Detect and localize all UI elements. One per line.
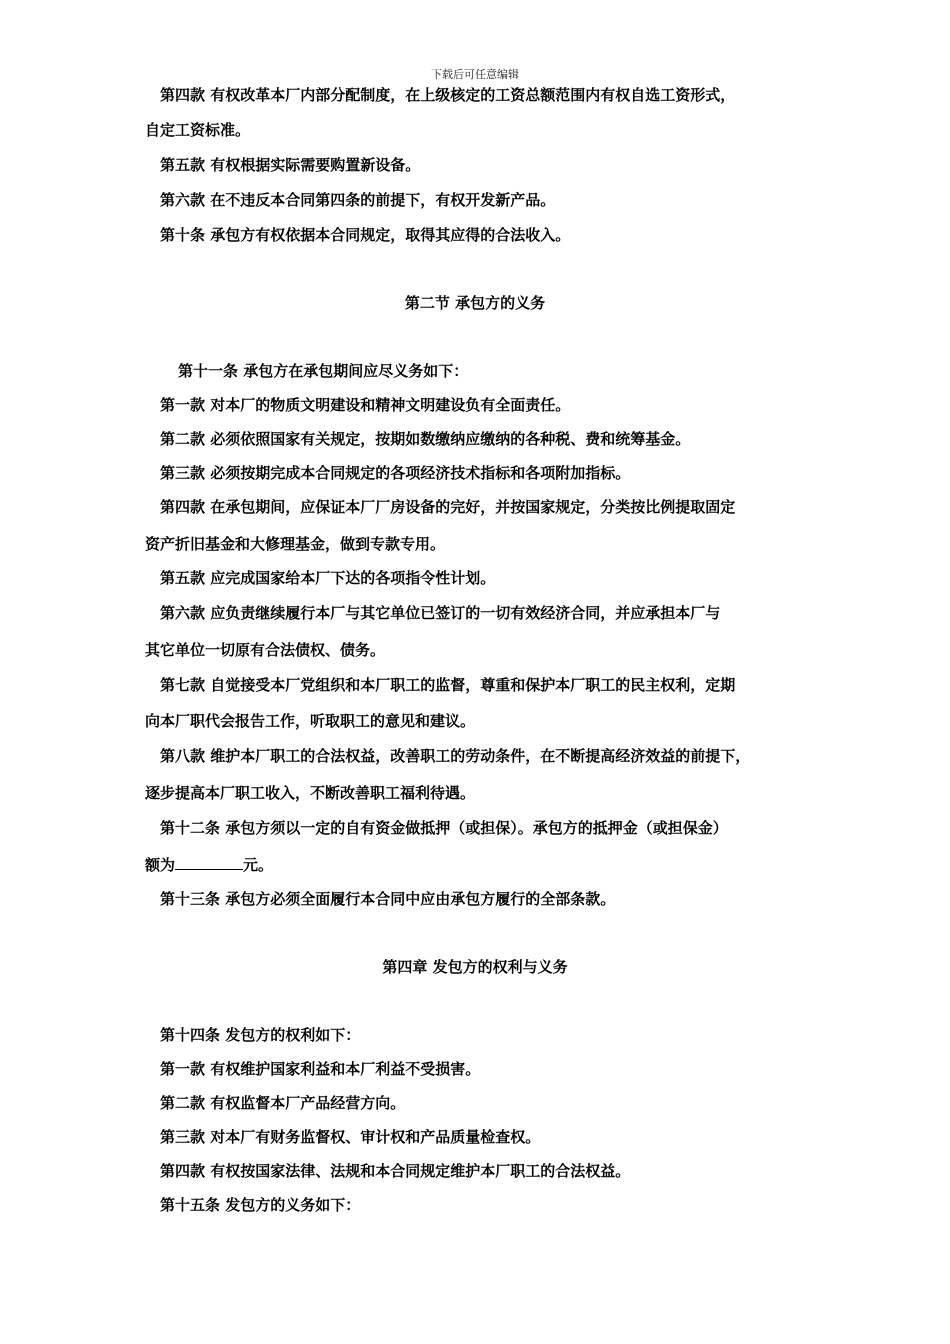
clause-text: 第七款 自觉接受本厂党组织和本厂职工的监督，尊重和保护本厂职工的民主权利，定期 (160, 676, 736, 694)
clause-text: 第四款 有权按国家法律、法规和本合同规定维护本厂职工的合法权益。 (160, 1162, 631, 1180)
clause-text: 第六款 应负责继续履行本厂与其它单位已签订的一切有效经济合同，并应承担本厂与 (160, 604, 721, 622)
clause-text: 第二款 必须依照国家有关规定，按期如数缴纳应缴纳的各种税、费和统筹基金。 (160, 430, 691, 448)
chapter-heading: 第四章 发包方的权利与义务 (382, 958, 568, 976)
clause-text: 第六款 在不违反本合同第四条的前提下，有权开发新产品。 (160, 191, 556, 209)
deposit-amount-line (145, 855, 273, 874)
deposit-amount-blank (175, 855, 243, 870)
article-text: 第十五条 发包方的义务如下： (160, 1196, 361, 1214)
clause-text: 第三款 对本厂有财务监督权、审计权和产品质量检查权。 (160, 1128, 541, 1146)
page-header-note: 下载后可任意编辑 (431, 68, 519, 81)
clause-text: 第四款 有权改革本厂内部分配制度，在上级核定的工资总额范围内有权自选工资形式， (160, 86, 736, 104)
article-text: 第十二条 承包方须以一定的自有资金做抵押（或担保）。承包方的抵押金（或担保金） (160, 819, 728, 837)
clause-text: 第四款 在承包期间，应保证本厂厂房设备的完好，并按国家规定，分类按比例提取固定 (160, 498, 736, 516)
clause-text: 资产折旧基金和大修理基金，做到专款专用。 (145, 535, 446, 553)
article-text: 第十四条 发包方的权利如下： (160, 1026, 361, 1044)
deposit-suffix: 元。 (243, 856, 274, 874)
clause-text: 第五款 有权根据实际需要购置新设备。 (160, 156, 421, 174)
clause-text: 第二款 有权监督本厂产品经营方向。 (160, 1094, 406, 1112)
clause-text: 第一款 有权维护国家利益和本厂利益不受损害。 (160, 1060, 481, 1078)
article-text: 第十一条 承包方在承包期间应尽义务如下： (178, 362, 469, 380)
clause-text: 其它单位一切原有合法债权、债务。 (145, 641, 386, 659)
clause-text: 第三款 必须按期完成本合同规定的各项经济技术指标和各项附加指标。 (160, 464, 631, 482)
clause-text: 自定工资标准。 (145, 121, 251, 139)
clause-text: 第五款 应完成国家给本厂下达的各项指令性计划。 (160, 569, 496, 587)
article-text: 第十三条 承包方必须全面履行本合同中应由承包方履行的全部条款。 (160, 890, 616, 908)
clause-text: 逐步提高本厂职工收入，不断改善职工福利待遇。 (145, 784, 476, 802)
article-text: 第十条 承包方有权依据本合同规定，取得其应得的合法收入。 (160, 226, 571, 244)
clause-text: 第八款 维护本厂职工的合法权益，改善职工的劳动条件，在不断提高经济效益的前提下， (160, 747, 751, 765)
clause-text: 第一款 对本厂的物质文明建设和精神文明建设负有全面责任。 (160, 396, 571, 414)
section-heading: 第二节 承包方的义务 (404, 294, 546, 312)
deposit-prefix: 额为 (145, 856, 176, 874)
clause-text: 向本厂职代会报告工作，听取职工的意见和建议。 (145, 712, 476, 730)
